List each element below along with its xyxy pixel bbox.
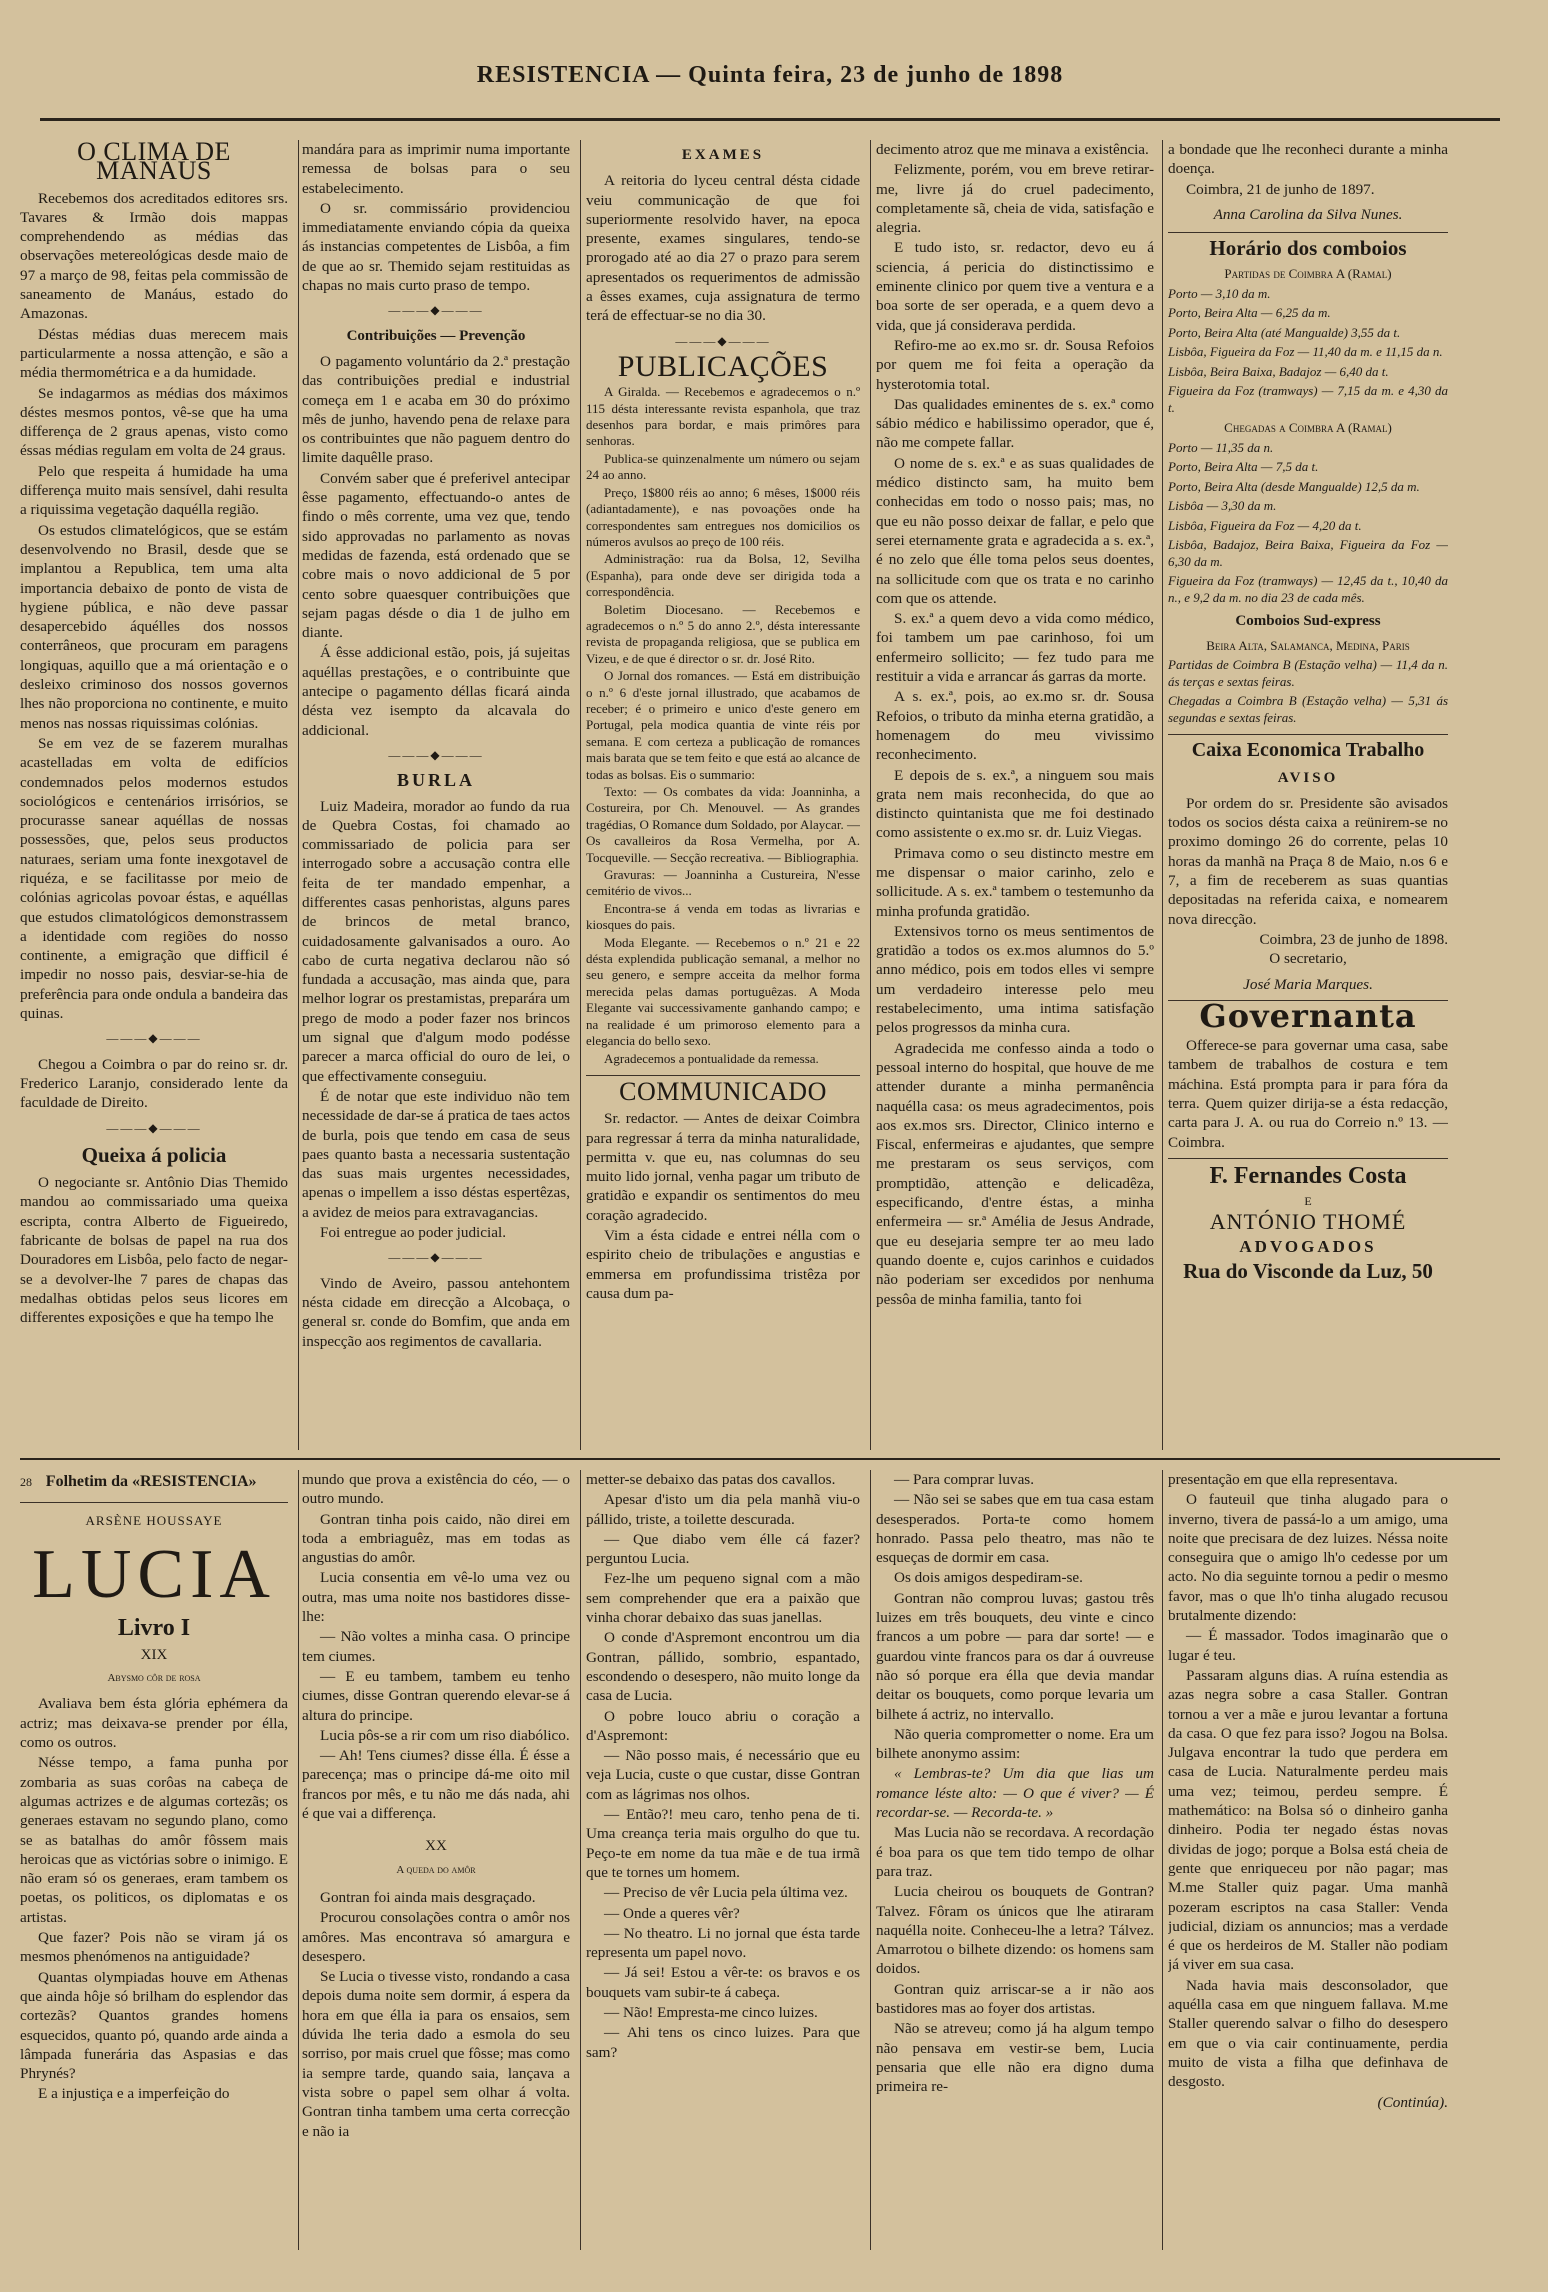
paragraph: presentação em que ella representava.: [1168, 1471, 1398, 1488]
folhetim-column-1: [20, 1470, 288, 2270]
paragraph: — Não sei se sabes que em tua casa estam desesperados. Porta-te como homem honrado. Passa pelo theatro, mas não te esqueças de dormir em casa.: [876, 1491, 1154, 1567]
chapter-subtitle: A queda do amôr: [396, 1863, 476, 1876]
paragraph: Preço, 1$800 réis ao anno; 6 mêses, 1$000 réis (adiantadamente), e nas povoações onde ha correspondentes sam entregues nos domicilios os números avulsos ao preço de 100 réis.: [586, 484, 860, 549]
paragraph: O conde d'Aspremont encontrou um dia Gontran, pállido, sombrio, espantado, escondendo o desespero, não muito longe da casa de Lucia.: [586, 1629, 860, 1705]
paragraph: Agradecida me confesso ainda a todo o pessoal interno do hospital, que houve de me attender durante a minha permanência naquélla casa: os meus agradecimentos, pois aos ex.mos srs. Director, Clinico interno e Fiscal, enfermeiras e ajudantes, que sempre me prestaram os seus serviços, com promptidão, attenção e delicadêza, especificando, d'entre éstas, a minha enfermeira — sr.ª Amélia de Jesus Andrade, que eu desejaria sempre ter ao meu lado quando doente e, cujos carinhos e cuidados não poderiam ser excedidos por nenhuma pessôa de minha familia, tanto foi: [876, 1039, 1154, 1308]
paragraph: — Não voltes a minha casa. O principe tem ciumes.: [302, 1628, 570, 1665]
paragraph: Quantas olympiadas houve em Athenas que ainda hôje só brilham do esplendor das cortezãs? Quantos grandes homens esquecidos, quanto pó, quando arde ainda a lâmpada funerária das Aspasias e das Phrynés?: [20, 1968, 288, 2083]
paragraph: O nome de s. ex.ª e as suas qualidades de médico distincto sam, ha muito bem conhecidas em todo o nosso pais; mas, no que eu não posso deixar de fallar, e pelo que serei eternamente grata e agradecida a s. ex.ª, é no zelo que élle toma pelos seus doentes, na sollicitude com que os trata e no carinho com que os attende.: [876, 454, 1154, 607]
paragraph: Lucia pôs-se a rir com um riso diabólico.: [320, 1726, 570, 1744]
folhetim-number: 28: [20, 1475, 32, 1489]
paragraph: mundo que prova a existência do céo, — o outro mundo.: [302, 1471, 570, 1508]
train-row: Lisbôa, Badajoz, Beira Baixa, Figueira da Foz — 6,30 da m.: [1168, 537, 1448, 569]
train-row: Lisbôa — 3,30 da m.: [1168, 498, 1277, 514]
paragraph: — Preciso de vêr Lucia pela última vez.: [604, 1884, 848, 1902]
paragraph: Que fazer? Pois não se viram já os mesmos phenómenos na antiguidade?: [20, 1929, 288, 1966]
paragraph: Foi entregue ao poder judicial.: [320, 1224, 506, 1242]
paragraph: Publica-se quinzenalmente um número ou sejam 24 ao anno.: [586, 450, 860, 483]
sud-list: [1168, 657, 1448, 726]
paragraph: — Onde a queres vêr?: [604, 1904, 740, 1922]
column-rule: [298, 1470, 299, 2250]
article-title-clima: O CLIMA DE MANAUS: [77, 140, 231, 186]
partidas-list: [1168, 286, 1448, 417]
train-row: Figueira da Foz (tramways) — 7,15 da m. e 4,30 da t.: [1168, 383, 1448, 415]
article-title-burla: BURLA: [396, 770, 475, 791]
column-rule: [580, 140, 581, 1450]
caixa-date: Coimbra, 23 de junho de 1898.: [1259, 930, 1448, 948]
train-row: Porto, Beira Alta (desde Mangualde) 12,5 da m.: [1168, 478, 1420, 494]
article-title-contribuicoes: Contribuições — Prevenção: [346, 327, 526, 344]
separator: ———◆———: [388, 303, 484, 318]
column-rule: [870, 140, 871, 1450]
column-1: [20, 140, 288, 1450]
column-rule: [1162, 1470, 1163, 2250]
train-row: Chegadas a Coimbra B (Estação velha) — 5,31 ás segundas e sextas feiras.: [1168, 693, 1448, 725]
paragraph: Passaram alguns dias. A ruína estendia as azas negra sobre a casa Staller. Gontran tornou a ver a mãe e jurou levantar a fortuna da casa. O que fez para isso? Jogou na Bolsa. Julgava encontrar la tudo que perdera em casa de Lucia. Naturalmente perdeu mais uma vez; teimou, perdeu sempre. É mathemático: na Bolsa só o dinheiro ganha dinheiro. Podia ter negado éstas novas dividas de jogo; porque a Bolsa está cheia de gente que enriqueceu por não pagar; mas M.me Staller quiz pagar. Uma manhã pozeram escriptos na casa Staller: Venda judicial, diziam os annuncios; mas a verdade é que os herdeiros de M. Staller não podiam já viver em sua casa.: [1168, 1666, 1448, 1974]
paragraph: « Lembras-te? Um dia que lias um romance léste alto: — O que é viver? — É recordar-se. — Recorda-te. »: [876, 1765, 1154, 1822]
folhetim-column-2: [302, 1470, 570, 2270]
paragraph: Administração: rua da Bolsa, 12, Sevilha (Espanha), para onde deve ser dirigida toda a correspondência.: [586, 551, 860, 600]
section-title-caixa: Caixa Economica Trabalho: [1168, 734, 1448, 760]
folhetim-header: [20, 1472, 288, 1492]
paragraph: O fauteuil que tinha alugado para o inverno, tivera de passá-lo a um amigo, uma noite que precisara de dez luizes. Néssa noite conseguira que o amigo lh'o cedesse por um acto. No dia seguinte tornou a pedir o mesmo favor, mas o que lh'o tinha alugado recusou brutalmente dizendo:: [1168, 1491, 1448, 1625]
paragraph: O pobre louco abriu o coração a d'Aspremont:: [586, 1707, 860, 1744]
paragraph: Se Lucia o tivesse visto, rondando a casa depois duma noite sem dormir, á espera da hora em que élla ia para os ensaios, sem dúvida lhe teria dado a esmola do seu sorriso, por mais cruel que fôsse; mas como ia sempre tarde, quando saia, lançava a vista sobre o papel sem olhar á volta. Gontran tinha tambem uma certa correcção e não ia: [302, 1968, 570, 2140]
place-date: Coimbra, 21 de junho de 1897.: [1186, 180, 1375, 198]
column-rule: [298, 140, 299, 1450]
folhetim-column-4: [876, 1470, 1154, 2270]
sud-route: Beira Alta, Salamanca, Medina, Paris: [1206, 637, 1410, 653]
ad-address: Rua do Visconde da Luz, 50: [1183, 1259, 1433, 1284]
article-title-exames: EXAMES: [681, 147, 765, 163]
paragraph: — Ah! Tens ciumes? disse élla. É ésse a parecença; mas o principe dá-me oito mil francos por mês, e tu não me dás nada, ahi é que vai a differença.: [302, 1747, 570, 1823]
paragraph: E tudo isto, sr. redactor, devo eu á sciencia, á pericia do distinctissimo e eminente clinico por quem tive a ventura e a boa sorte de ser operada, e a quem devo a vida, que já considerava perdida.: [876, 239, 1154, 334]
chapter-subtitle: Abysmo côr de rosa: [107, 1672, 201, 1685]
paragraph: Gontran foi ainda mais desgraçado.: [320, 1888, 536, 1906]
train-row: Partidas de Coimbra B (Estação velha) — 11,4 da n. ás terças e sextas feiras.: [1168, 657, 1448, 689]
paragraph: Nada havia mais desconsolador, que aquélla casa em que ninguem fallava. M.me Staller querendo salvar o filho do desespero em que o via cair continuamente, perdia muito de vista a filha que definhava de desgosto.: [1168, 1976, 1448, 2091]
paragraph: Lucia consentia em vê-lo uma vez ou outra, mas uma noite nos bastidores disse-lhe:: [302, 1569, 570, 1626]
partidas-label: Partidas de Coimbra A (Ramal): [1224, 266, 1392, 282]
column-4: [876, 140, 1154, 1450]
paragraph: Agradecemos a pontualidade da remessa.: [604, 1050, 819, 1066]
folhetim-column-5: [1168, 1470, 1448, 2270]
paragraph: Convém saber que é preferivel antecipar êsse pagamento, effectuando-o antes de findo o mês corrente, uma vez que, tendo sido approvadas no parlamento as novas medidas de fazenda, está ordenado que se cobre mais o novo addicional de 5 por cento sobre quaesquer contribuições que sejam pagas désde o dia 1 de julho em diante.: [302, 469, 570, 642]
paragraph: Boletim Diocesano. — Recebemos e agradecemos o n.º 5 do anno 2.º, désta interessante revista de propaganda religiosa, que se publica em Vizeu, e de que é director o sr. dr. José Rito.: [586, 601, 860, 666]
section-title-sud-express: Comboios Sud-express: [1235, 613, 1381, 630]
chegadas-label: Chegadas a Coimbra A (Ramal): [1224, 420, 1392, 436]
paragraph: Á êsse addicional estão, pois, já sujeitas aquéllas prestações, e o contribuinte que antecipe o pagamento déllas ficará ainda désta vez isempto da alcavala do addicional.: [302, 644, 570, 739]
paragraph: — Não posso mais, é necessário que eu veja Lucia, custe o que custar, disse Gontran com as lágrimas nos olhos.: [586, 1747, 860, 1803]
section-title-communicado: COMMUNICADO: [586, 1075, 860, 1101]
paragraph: Offerece-se para governar uma casa, sabe tambem de trabalhos de costura e tem máchina. Está prompta para ir para fóra da terra. Quem quizer dirija-se a ésta redacção, carta para J. A. ou rua do Correio n.º 13. — Coimbra.: [1168, 1037, 1448, 1151]
paragraph: A reitoria do lyceu central désta cidade veiu communicação de que foi superiormente resolvido haver, na epoca presente, exames singulares, tendo-se prorogado até ao dia 27 o prazo para serem apresentados os requerimentos de admissão a êsses exames, cuja assignatura de termo terá de effectuar-se no dia 30.: [586, 172, 860, 325]
paragraph: Fez-lhe um pequeno signal com a mão sem comprehender que era a paixão que vinha chorar debaixo das suas janellas.: [586, 1570, 860, 1627]
continua-label: (Continúa).: [1377, 2093, 1448, 2111]
paragraph: Refiro-me ao ex.mo sr. dr. Sousa Refoios por quem me foi feita a operação da hysterotomia total.: [876, 336, 1154, 393]
paragraph: — Não! Empresta-me cinco luizes.: [604, 2004, 818, 2022]
paragraph: Sr. redactor. — Antes de deixar Coimbra para regressar á terra da minha naturalidade, permitta v. que eu, nas columnas do seu muito lido jornal, venha pagar um tributo de gratidão e expandir os sentimentos do meu coração agradecido.: [586, 1110, 860, 1224]
paragraph: A Giralda. — Recebemos e agradecemos o n.º 115 désta interessante revista espanhola, que traz desenhos para bordar, e mais primôres para senhoras.: [586, 384, 860, 449]
paragraph: Avaliava bem ésta glória ephémera da actriz; mas deixava-se prender por élla, como os outros.: [20, 1695, 288, 1752]
paragraph: Se em vez de se fazerem muralhas acastelladas em volta de edifícios condemnados pelos modernos estudos sociológicos e centenários irrisórios, se procurasse sanear aquéllas de nossas possessões, que, pelos seus productos naturaes, seriam uma fonte inexgotavel de riquéza, e se facilitasse por meio de colónias agricolas povoar éstas, e aquéllas que estudos climatológicos demonstrassem a identidade com regiões do nosso continente, a emigração que difficil é impedir no nosso pais, desviar-se-hia de preferência para onde ondula a bandeira das quinas.: [20, 734, 288, 1023]
caixa-signature: José Maria Marques.: [1243, 975, 1373, 993]
column-rule: [870, 1470, 871, 2250]
column-rule: [1162, 140, 1163, 1450]
paragraph: Encontra-se á venda em todas as livrarias e kiosques do pais.: [586, 900, 860, 933]
paragraph: — Ahi tens os cinco luizes. Para que sam?: [586, 2024, 860, 2061]
paragraph: E depois de s. ex.ª, a ninguem sou mais grata nem mais reconhecida, do que ao distincto quintanista que me foi destinado como assistente o ex.mo sr. dr. Luiz Viegas.: [876, 766, 1154, 842]
paragraph: Não queria comprometter o nome. Era um bilhete anonymo assim:: [876, 1725, 1154, 1763]
separator: ———◆———: [388, 747, 484, 762]
chapter-number: XX: [425, 1838, 447, 1855]
paragraph: Extensivos torno os meus sentimentos de gratidão a todos os ex.mos alumnos do 5.º anno médico, pois em todos elles vi sempre um verdadeiro interesse pelo meu restabelecimento, uma intima satisfação pelos progressos da minha cura.: [876, 922, 1154, 1037]
paragraph: Vim a ésta cidade e entrei nélla com o espirito cheio de tribulações e angustias e emmersa em profundissima tristêza por causa dum pa-: [586, 1227, 860, 1302]
separator: ———◆———: [388, 1250, 484, 1265]
paragraph: — No theatro. Li no jornal que ésta tarde representa um papel novo.: [586, 1924, 860, 1962]
ad-and: E: [1304, 1194, 1312, 1209]
paragraph: — Que diabo vem élle cá fazer? perguntou Lucia.: [586, 1530, 860, 1568]
paragraph: — E eu tambem, tambem eu tenho ciumes, disse Gontran querendo elevar-se á altura do principe.: [302, 1667, 570, 1724]
column-rule: [580, 1470, 581, 2250]
paragraph: Moda Elegante. — Recebemos o n.º 21 e 22 désta explendida publicação semanal, a melhor no seu genero, e sempre acceita da melhor forma merecida pelas damas portuguêzas. A Moda Elegante vai successivamente ganhando campo; e na realidade é um primoroso elemento para a elegancia do bello sexo.: [586, 934, 860, 1049]
paragraph: Mas Lucia não se recordava. A recordação é boa para os que tem tido tempo de olhar para traz.: [876, 1824, 1154, 1880]
paragraph: O pagamento voluntário da 2.ª prestação das contribuições predial e industrial começa em 1 e acaba em 30 do próximo mês de junho, havendo pena de relaxe para os contribuintes que não paguem dentro do limite daquêlle praso.: [302, 352, 570, 467]
paragraph: A s. ex.ª, pois, ao ex.mo sr. dr. Sousa Refoios, o tributo da minha eterna gratidão, a homenagem do meu vivissimo reconhecimento.: [876, 688, 1154, 764]
paragraph: Os dois amigos despediram-se.: [894, 1569, 1083, 1587]
column-3: [586, 140, 860, 1450]
paragraph: Luiz Madeira, morador ao fundo da rua de Quebra Costas, foi chamado ao commissariado de policia para ser interrogado sobre a accusação contra elle feita de ter mandado empenhar, a differentes casas penhoristas, alguns pares de brincos de metal branco, cuidadosamente galvanisados a ouro. Ao cabo de curta negativa declarou não só fundada a accusação, mas ainda que, para melhor lograr os prestamistas, preparára um prego de modo a poder fazer nos brincos um signal que d'algum modo podésse parecer a marca official do ouro de lei, o que effectivamente conseguiu.: [302, 797, 570, 1085]
separator: ———◆———: [106, 1031, 202, 1046]
folhetim-label: Folhetim da «RESISTENCIA»: [45, 1473, 257, 1490]
paragraph: Primava como o seu distincto mestre em me dispensar o maior carinho, zelo e sollicitude. A s. ex.ª tambem o testemunho da minha profunda gratidão.: [876, 844, 1154, 920]
header-title: RESISTENCIA — Quinta feira, 23 de junho de 1898: [476, 62, 1064, 88]
ad-advogados: ADVOGADOS: [1239, 1236, 1377, 1256]
paragraph: Pelo que respeita á humidade ha uma differença muito mais sensível, dahi resulta a riquissima vegetação daquélla região.: [20, 462, 288, 519]
signature: Anna Carolina da Silva Nunes.: [1213, 205, 1403, 223]
aviso-label: AVISO: [1277, 769, 1339, 786]
paragraph: Apesar d'isto um dia pela manhã viu-o pállido, triste, a toilette descurada.: [586, 1491, 860, 1528]
chapter-number: XIX: [140, 1646, 168, 1663]
paragraph: Nésse tempo, a fama punha por zombaria as suas corôas na cabeça de algumas actrizes e de algumas cortezãs; os generaes estavam no segundo plano, como se as batalhas do amôr fôssem mais heroicas que as victórias sobre o inimigo. E não eram só os generaes, eram tambem os poetas, os politicos, os diplomatas e os artistas.: [20, 1754, 288, 1926]
folhetim-rule: [20, 1458, 1500, 1460]
paragraph: O sr. commissário providenciou immediatamente enviando cópia da queixa ás instancias competentes de Lisbôa, a fim de que ao sr. Themido sejam restituidas as chapas no mais curto praso de tempo.: [302, 199, 570, 295]
train-row: Figueira da Foz (tramways) — 12,45 da t., 10,40 da n., e 9,2 da m. no dia 23 de cada mês.: [1168, 573, 1448, 605]
paragraph: Gontran não comprou luvas; gastou três luizes em três bouquets, deu vinte e cinco francos a um pobre — para dar sorte! — e guardou vinte francos para os dar á ouvreuse não só porque era élla que devia mandar deitar os bouquets, como porque levaria um bilhete á actriz, no intervallo.: [876, 1589, 1154, 1723]
paragraph: Chegou a Coimbra o par do reino sr. dr. Frederico Laranjo, considerado lente da faculdade de Direito.: [20, 1055, 288, 1112]
paragraph: — Para comprar luvas.: [894, 1471, 1035, 1488]
paragraph: Texto: — Os combates da vida: Joanninha, a Costureira, por Ch. Menouvel. — As grandes tragédias, O Romance dum Soldado, por Alaycar. — Os cavalleiros da Rosa Vermelha, por A. Tocqueville. — Secção recreativa. — Bibliographia.: [586, 784, 860, 865]
paragraph: Lucia cheirou os bouquets de Gontran? Talvez. Fôram os únicos que lhe atiraram naquélla noite. Conheceu-lhe a letra? Tálvez. Amarrotou o bilhete dizendo: os homens sam doidos.: [876, 1883, 1154, 1978]
paragraph: Recebemos dos acreditados editores srs. Tavares & Irmão dois mappas comprehendendo as médias das observações metereológicas desde maio de 97 a março de 98, feitas pela commissão de saneamento de Manáus, estado do Amazonas.: [20, 189, 288, 323]
paragraph: — Já sei! Estou a vêr-te: os bravos e os bouquets vam subir-te á cabeça.: [586, 1964, 860, 2001]
paragraph: E a injustiça e a imperfeição do: [38, 2085, 230, 2103]
folhetim-book: Livro I: [117, 1614, 191, 1641]
paragraph: Os estudos climatelógicos, que se estám desenvolvendo no Brasil, desde que se implantou a Republica, tem uma alta importancia debaixo de ponto de vista de hygiene pública, e não deve passar desapercebido áquélles dos nossos conterrâneos, que procuram em paragens longiquas, aquillo que a má orientação e o desleixo criminoso dos nossos governos lhes não proporciona no continente, e muito menos nas nossas riquissimas colónias.: [20, 521, 288, 732]
train-row: Lisbôa, Figueira da Foz — 11,40 da m. e 11,15 da n.: [1168, 344, 1443, 360]
train-row: Porto — 11,35 da n.: [1168, 439, 1274, 455]
train-row: Porto — 3,10 da m.: [1168, 285, 1271, 301]
ad-name-thome: ANTÓNIO THOMÉ: [1209, 1208, 1407, 1234]
paragraph: Não se atreveu; como já ha algum tempo não pensava em vestir-se bem, Lucia pensaria que elle não era digno duma primeira re-: [876, 2020, 1154, 2096]
chegadas-list: [1168, 440, 1448, 607]
article-title-queixa: Queixa á policia: [81, 1142, 227, 1167]
paragraph: S. ex.ª a quem devo a vida como médico, foi tambem um pae carinhoso, foi um enfermeiro sollicito; — fez tudo para me restituir a vida e arrancar ás garras da morte.: [876, 610, 1154, 686]
paragraph: Gravuras: — Joanninha a Custureira, N'esse cemitério de vivos...: [586, 867, 860, 899]
paragraph: decimento atroz que me minava a existência.: [876, 141, 1149, 158]
page-header: [40, 58, 1500, 121]
paragraph: Gontran tinha pois caido, não direi em toda a embriaguêz, mas em todas as angustias do amôr.: [302, 1510, 570, 1567]
paragraph: Felizmente, porém, vou em breve retirar-me, livre já do cruel padecimento, completamente sã, cheia de vida, satisfação e alegria.: [876, 161, 1154, 237]
paragraph: Vindo de Aveiro, passou antehontem nésta cidade em direcção a Alcobaça, o general sr. conde do Bomfim, que anda em inspecção aos regimentos de cavallaria.: [302, 1274, 570, 1350]
section-title-governanta: Governanta: [1168, 1000, 1448, 1026]
train-row: Lisbôa, Figueira da Foz — 4,20 da t.: [1168, 517, 1362, 533]
paragraph: O Jornal dos romances. — Está em distribuição o n.º 6 d'este jornal illustrado, que acabamos de receber; é o primeiro e unico d'este genero em Portugal, pela modica quantia de vinte réis por semana. E com certeza a publicação de romances mais barata que se tem feito e que está ao alcance de todas as bolsas. Eis o summario:: [586, 668, 860, 782]
paragraph: Das qualidades eminentes de s. ex.ª como sábio médico e habilissimo operador, que é, não me compete fallar.: [876, 395, 1154, 452]
folhetim-title: LUCIA: [32, 1535, 276, 1613]
paragraph: — É massador. Todos imaginarão que o lugar é teu.: [1168, 1627, 1448, 1664]
publicacoes-list: [586, 384, 860, 1067]
paragraph: mandára para as imprimir numa importante remessa de bolsas para o seu estabelecimento.: [302, 141, 570, 197]
section-title-publicacoes: PUBLICAÇÕES: [617, 349, 829, 383]
paragraph: É de notar que este individuo não tem necessidade de dar-se á pratica de taes actos de burla, pois que tendo em casa de seus paes quanto basta a necessaria sustentação das suas mais urgentes necessidades, apenas o impellem a isso déstas espertêzas, a avidez de meios para extravagancias.: [302, 1087, 570, 1221]
train-row: Porto, Beira Alta — 7,5 da t.: [1168, 459, 1319, 475]
folhetim-author: ARSÈNE HOUSSAYE: [20, 1502, 288, 1530]
section-title-horario: Horário dos comboios: [1168, 232, 1448, 258]
column-2: [302, 140, 570, 1450]
column-5: [1168, 140, 1448, 1450]
train-row: Porto, Beira Alta (até Mangualde) 3,55 da t.: [1168, 324, 1401, 340]
separator: ———◆———: [106, 1120, 202, 1135]
ad-name-fernandes: F. Fernandes Costa: [1168, 1158, 1448, 1186]
train-row: Lisbôa, Beira Baixa, Badajoz — 6,40 da t.: [1168, 363, 1389, 379]
paragraph: Se indagarmos as médias dos máximos déstes mesmos pontos, vê-se que ha uma differença de 2 graus apenas, visto como éssas médias regulam em volta de 24 graus.: [20, 384, 288, 460]
paragraph: a bondade que lhe reconheci durante a minha doença.: [1168, 141, 1448, 178]
train-row: Porto, Beira Alta — 6,25 da m.: [1168, 305, 1331, 321]
paragraph: Por ordem do sr. Presidente são avisados todos os socios désta caixa a reünirem-se no proximo domingo 26 do corrente, pelas 10 horas da manhã na Praça 8 de Maio, n.os 6 e 7, a fim de receberem as suas quantias depositadas na referida caixa, e nomearem nova direcção.: [1168, 794, 1448, 928]
separator: ———◆———: [675, 333, 771, 348]
paragraph: O negociante sr. Antônio Dias Themido mandou ao commissariado uma queixa escripta, contra Alberto de Figueiredo, fabricante de bolsas de papel na rua dos Douradores em Lisbôa, pelo facto de negar-se a devolver-lhe 7 pares de chapas das medalhas obtidas pelos seus licores em differentes exposições e que ha tempo lhe: [20, 1174, 288, 1327]
paragraph: Déstas médias duas merecem mais particularmente a nossa attenção, e são a média thermométrica e a da humidade.: [20, 325, 288, 382]
paragraph: metter-se debaixo das patas dos cavallos.: [586, 1471, 836, 1488]
paragraph: — Então?! meu caro, tenho pena de ti. Uma creança teria mais orgulho do que tu. Peço-te em nome da tua mãe e de tua irmã que te tornes um homem.: [586, 1806, 860, 1881]
paragraph: Gontran quiz arriscar-se a ir não aos bastidores mas ao foyer dos artistas.: [876, 1980, 1154, 2018]
caixa-role: O secretario,: [1269, 950, 1347, 968]
folhetim-column-3: [586, 1470, 860, 2270]
paragraph: Procurou consolações contra o amôr nos amôres. Mas encontrava só amargura e desespero.: [302, 1909, 570, 1965]
